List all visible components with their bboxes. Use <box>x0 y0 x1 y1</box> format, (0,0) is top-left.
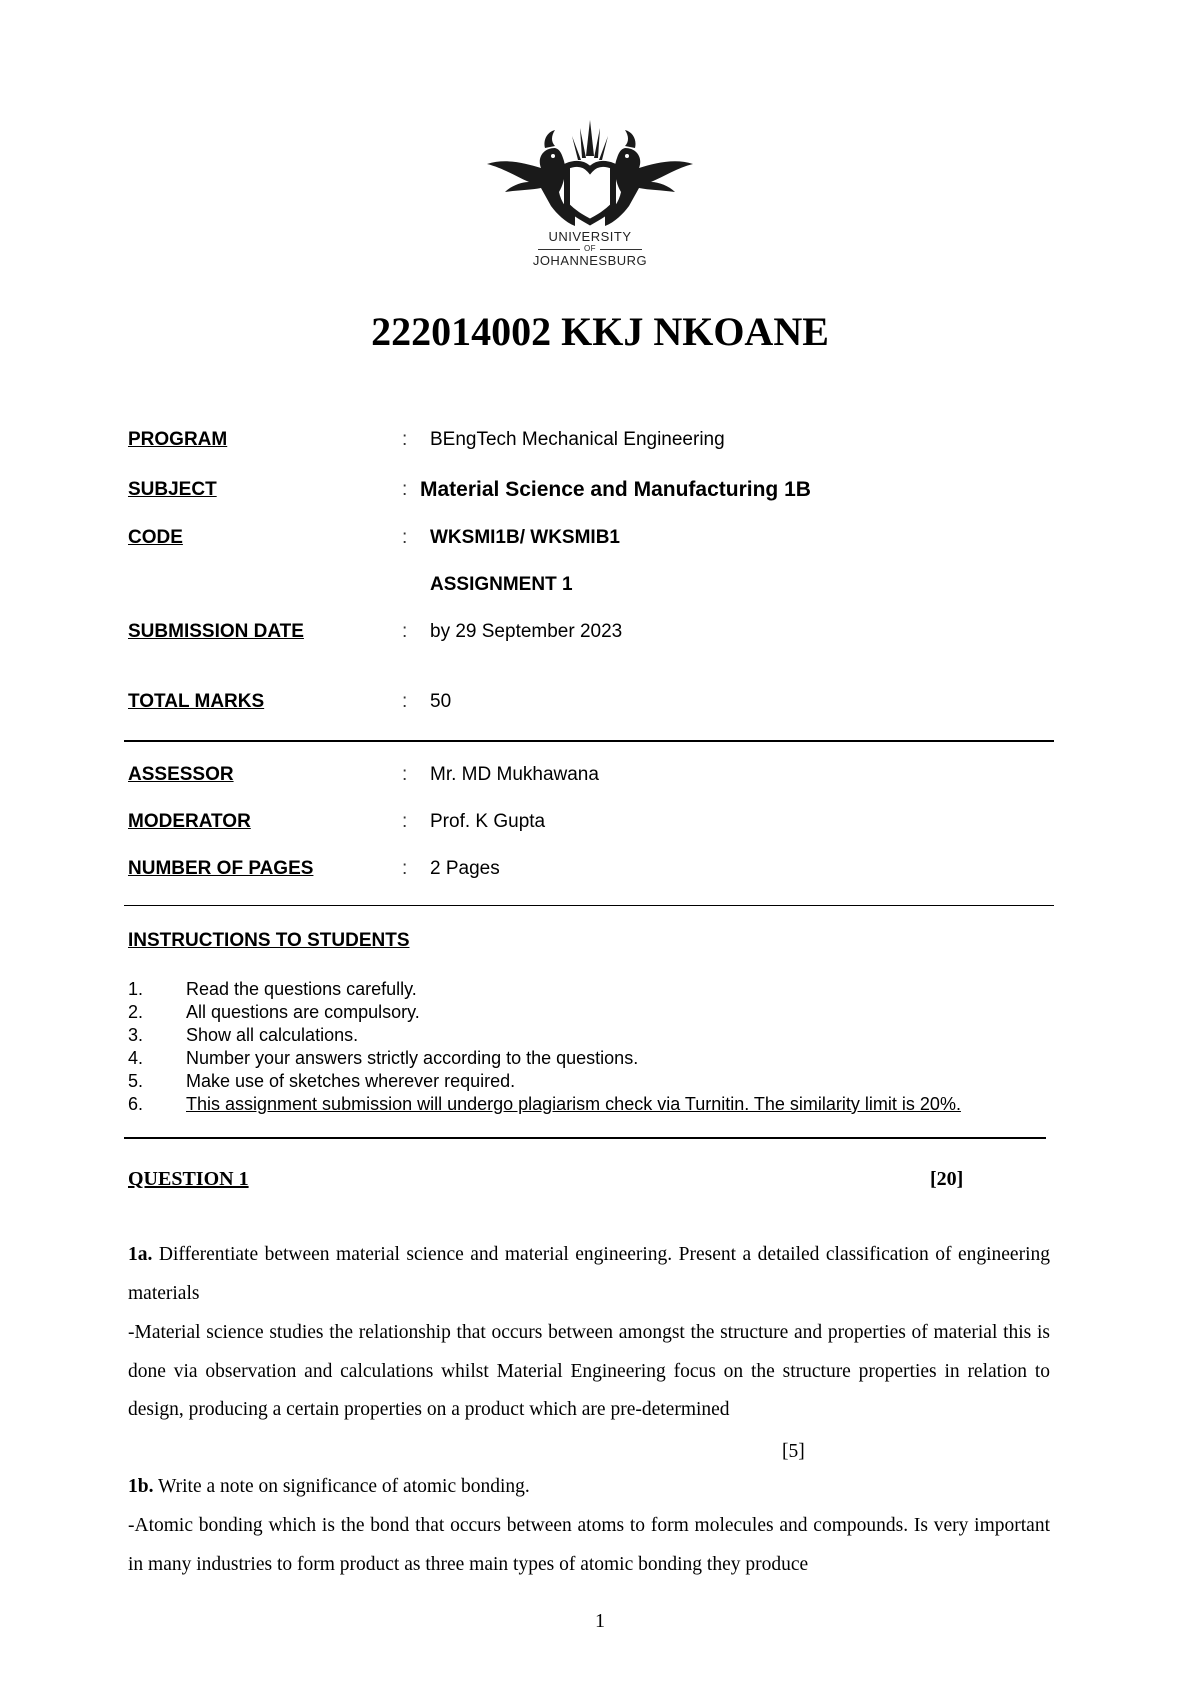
question-1b-text: 1b. Write a note on significance of atomic bonding. <box>128 1476 530 1497</box>
subject-value: Material Science and Manufacturing 1B <box>420 478 811 501</box>
logo-johannesburg-text: JOHANNESBURG <box>532 253 648 268</box>
question-1a-answer: -Material science studies the relationship that occurs between amongst the structure and properties of material this is done via observation and calculations whilst Material Engineering focus on the structure properties in relation to design, producing a certain properties on a product which are pre-determined <box>128 1322 1050 1420</box>
divider <box>124 1137 1046 1139</box>
question-1-title: QUESTION 1 <box>128 1168 249 1190</box>
list-item: 4. Number your answers strictly according to the questions. <box>128 1048 639 1068</box>
colon: : <box>402 811 408 832</box>
list-item: 3. Show all calculations. <box>128 1025 359 1045</box>
submission-date-label: SUBMISSION DATE <box>128 621 304 642</box>
assignment-title: ASSIGNMENT 1 <box>430 574 573 595</box>
divider <box>124 740 1054 742</box>
code-label: CODE <box>128 527 183 548</box>
colon: : <box>402 858 408 879</box>
university-crest-icon <box>485 118 695 230</box>
question-1b-answer: -Atomic bonding which is the bond that occurs between atoms to form molecules and compounds. Is very important in many industries to form product as three main types of atomic bonding they produce <box>128 1515 1050 1575</box>
subject-label: SUBJECT <box>128 479 217 500</box>
colon: : <box>402 621 408 642</box>
colon: : <box>402 479 408 500</box>
assessor-label: ASSESSOR <box>128 764 234 785</box>
submission-date-value: by 29 September 2023 <box>430 621 623 642</box>
instructions-list <box>128 978 1068 1116</box>
logo-university-text: UNIVERSITY <box>548 229 632 244</box>
university-logo <box>480 118 700 308</box>
code-value: WKSMI1B/ WKSMIB1 <box>430 527 620 548</box>
divider <box>124 905 1054 906</box>
total-marks-value: 50 <box>430 691 452 712</box>
colon: : <box>402 691 408 712</box>
colon: : <box>402 764 408 785</box>
question-1-marks: [20] <box>930 1168 964 1190</box>
logo-of-text: OF <box>480 244 700 254</box>
moderator-label: MODERATOR <box>128 811 251 832</box>
student-title: 222014002 KKJ NKOANE <box>371 309 829 354</box>
question-1a-text: 1a. Differentiate between material science and material engineering. Present a detailed classification of engineering materials <box>128 1244 1050 1304</box>
assessor-value: Mr. MD Mukhawana <box>430 764 599 785</box>
list-item: 2. All questions are compulsory. <box>128 1002 420 1022</box>
pages-label: NUMBER OF PAGES <box>128 858 314 879</box>
list-item: 5. Make use of sketches wherever required. <box>128 1071 516 1091</box>
total-marks-label: TOTAL MARKS <box>128 691 265 712</box>
colon: : <box>402 527 408 548</box>
question-1a-marks: [5] <box>782 1441 805 1462</box>
page-number: 1 <box>595 1610 605 1632</box>
pages-value: 2 Pages <box>430 858 500 879</box>
list-item: 1. Read the questions carefully. <box>128 979 417 999</box>
colon: : <box>402 429 408 450</box>
program-value: BEngTech Mechanical Engineering <box>430 429 725 450</box>
moderator-value: Prof. K Gupta <box>430 811 546 832</box>
instructions-title: INSTRUCTIONS TO STUDENTS <box>128 930 410 951</box>
program-label: PROGRAM <box>128 429 228 450</box>
list-item: 6. This assignment submission will undergo plagiarism check via Turnitin. The similarity limit is 20%. <box>128 1094 961 1114</box>
